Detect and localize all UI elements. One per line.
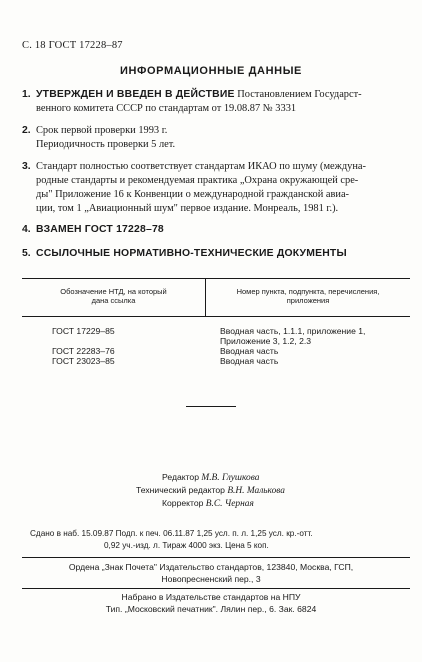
item-3-line4: ции, том 1 „Авиационный шум" первое издание. Монреаль, 1981 г.). xyxy=(36,203,339,214)
item-1-rest: Постановлением Государст- xyxy=(237,89,362,100)
end-divider xyxy=(186,406,236,407)
item-4: 4. ВЗАМЕН ГОСТ 17228–78 xyxy=(22,224,164,235)
item-2-line2: Периодичность проверки 5 лет. xyxy=(36,139,176,150)
table-cell-doc: ГОСТ 17229–85 xyxy=(52,326,115,336)
page-header: С. 18 ГОСТ 17228–87 xyxy=(22,40,123,51)
item-3: 3. Стандарт полностью соответствует стандартам ИКАО по шуму (междуна- родные стандарты и рекомендуемая практика „Охрана окружающей сре- ды" Приложение 16 к Конвенции о международной гражданской авиа- ции, том 1 „Авиационный шум" первое издание. Монреаль, 1981 г.). xyxy=(22,161,366,214)
item-4-caps: ВЗАМЕН ГОСТ 17228–78 xyxy=(36,224,164,235)
imprint-line-2: 0,92 уч.-изд. л. Тираж 4000 экз. Цена 5 коп. xyxy=(104,541,269,550)
table-cell-ref: Вводная часть, 1.1.1, приложение 1, xyxy=(220,326,366,336)
typeset-line: Набрано в Издательстве стандартов на НПУ xyxy=(121,592,301,602)
item-1-line2: венного комитета СССР по стандартам от 19.08.87 № 3331 xyxy=(36,103,297,114)
tech-editor-line: Технический редактор В.Н. Малькова xyxy=(136,485,285,496)
table-header-doc: Обозначение НТД, на который дана ссылка xyxy=(60,287,167,305)
item-2-line1: Срок первой проверки 1993 г. xyxy=(36,125,168,136)
item-3-line1: Стандарт полностью соответствует стандартам ИКАО по шуму (междуна- xyxy=(36,161,366,172)
table-header-rule xyxy=(22,316,410,317)
printer-line: Тип. „Московский печатник". Лялин пер., 6. Зак. 6824 xyxy=(105,604,317,614)
imprint-rule xyxy=(22,557,410,558)
publisher-rule xyxy=(22,588,410,589)
table-cell-doc: ГОСТ 22283–76 xyxy=(52,346,115,356)
publisher-line-1: Ордена „Знак Почета" Издательство стандартов, 123840, Москва, ГСП, xyxy=(68,562,354,572)
item-1-caps: УТВЕРЖДЕН И ВВЕДЕН В ДЕЙСТВИЕ xyxy=(36,89,235,100)
table-cell-ref: Вводная часть xyxy=(220,356,279,366)
item-5-caps: ССЫЛОЧНЫЕ НОРМАТИВНО-ТЕХНИЧЕСКИЕ ДОКУМЕНТЫ xyxy=(36,248,347,259)
table-cell-ref: Приложение 3, 1.2, 2.3 xyxy=(220,336,312,346)
item-2: 2. Срок первой проверки 1993 г. Периодичность проверки 5 лет. xyxy=(22,125,176,150)
table-top-rule xyxy=(22,278,410,279)
corrector-line: Корректор В.С. Черная xyxy=(162,498,254,509)
table-cell-doc: ГОСТ 23023–85 xyxy=(52,356,115,366)
table-cell-ref: Вводная часть xyxy=(220,346,279,356)
publisher-line-2: Новопресненский пер., 3 xyxy=(161,574,261,584)
imprint-line-1: Сдано в наб. 15.09.87 Подп. к печ. 06.11.87 1,25 усл. п. л. 1,25 усл. кр.-отт. xyxy=(30,529,313,538)
item-3-line3: ды" Приложение 16 к Конвенции о международной гражданской авиа- xyxy=(36,189,350,200)
item-3-line2: родные стандарты и рекомендуемая практика „Охрана окружающей сре- xyxy=(36,175,359,186)
table-header-ref: Номер пункта, подпункта, перечисления, приложения xyxy=(236,287,380,305)
item-1: 1. УТВЕРЖДЕН И ВВЕДЕН В ДЕЙСТВИЕ Постановлением Государст- венного комитета СССР по стандартам от 19.08.87 № 3331 xyxy=(22,89,362,114)
editor-line: Редактор М.В. Глушкова xyxy=(162,472,260,483)
page-title: ИНФОРМАЦИОННЫЕ ДАННЫЕ xyxy=(119,65,302,77)
item-5: 5. ССЫЛОЧНЫЕ НОРМАТИВНО-ТЕХНИЧЕСКИЕ ДОКУМЕНТЫ xyxy=(22,248,347,259)
